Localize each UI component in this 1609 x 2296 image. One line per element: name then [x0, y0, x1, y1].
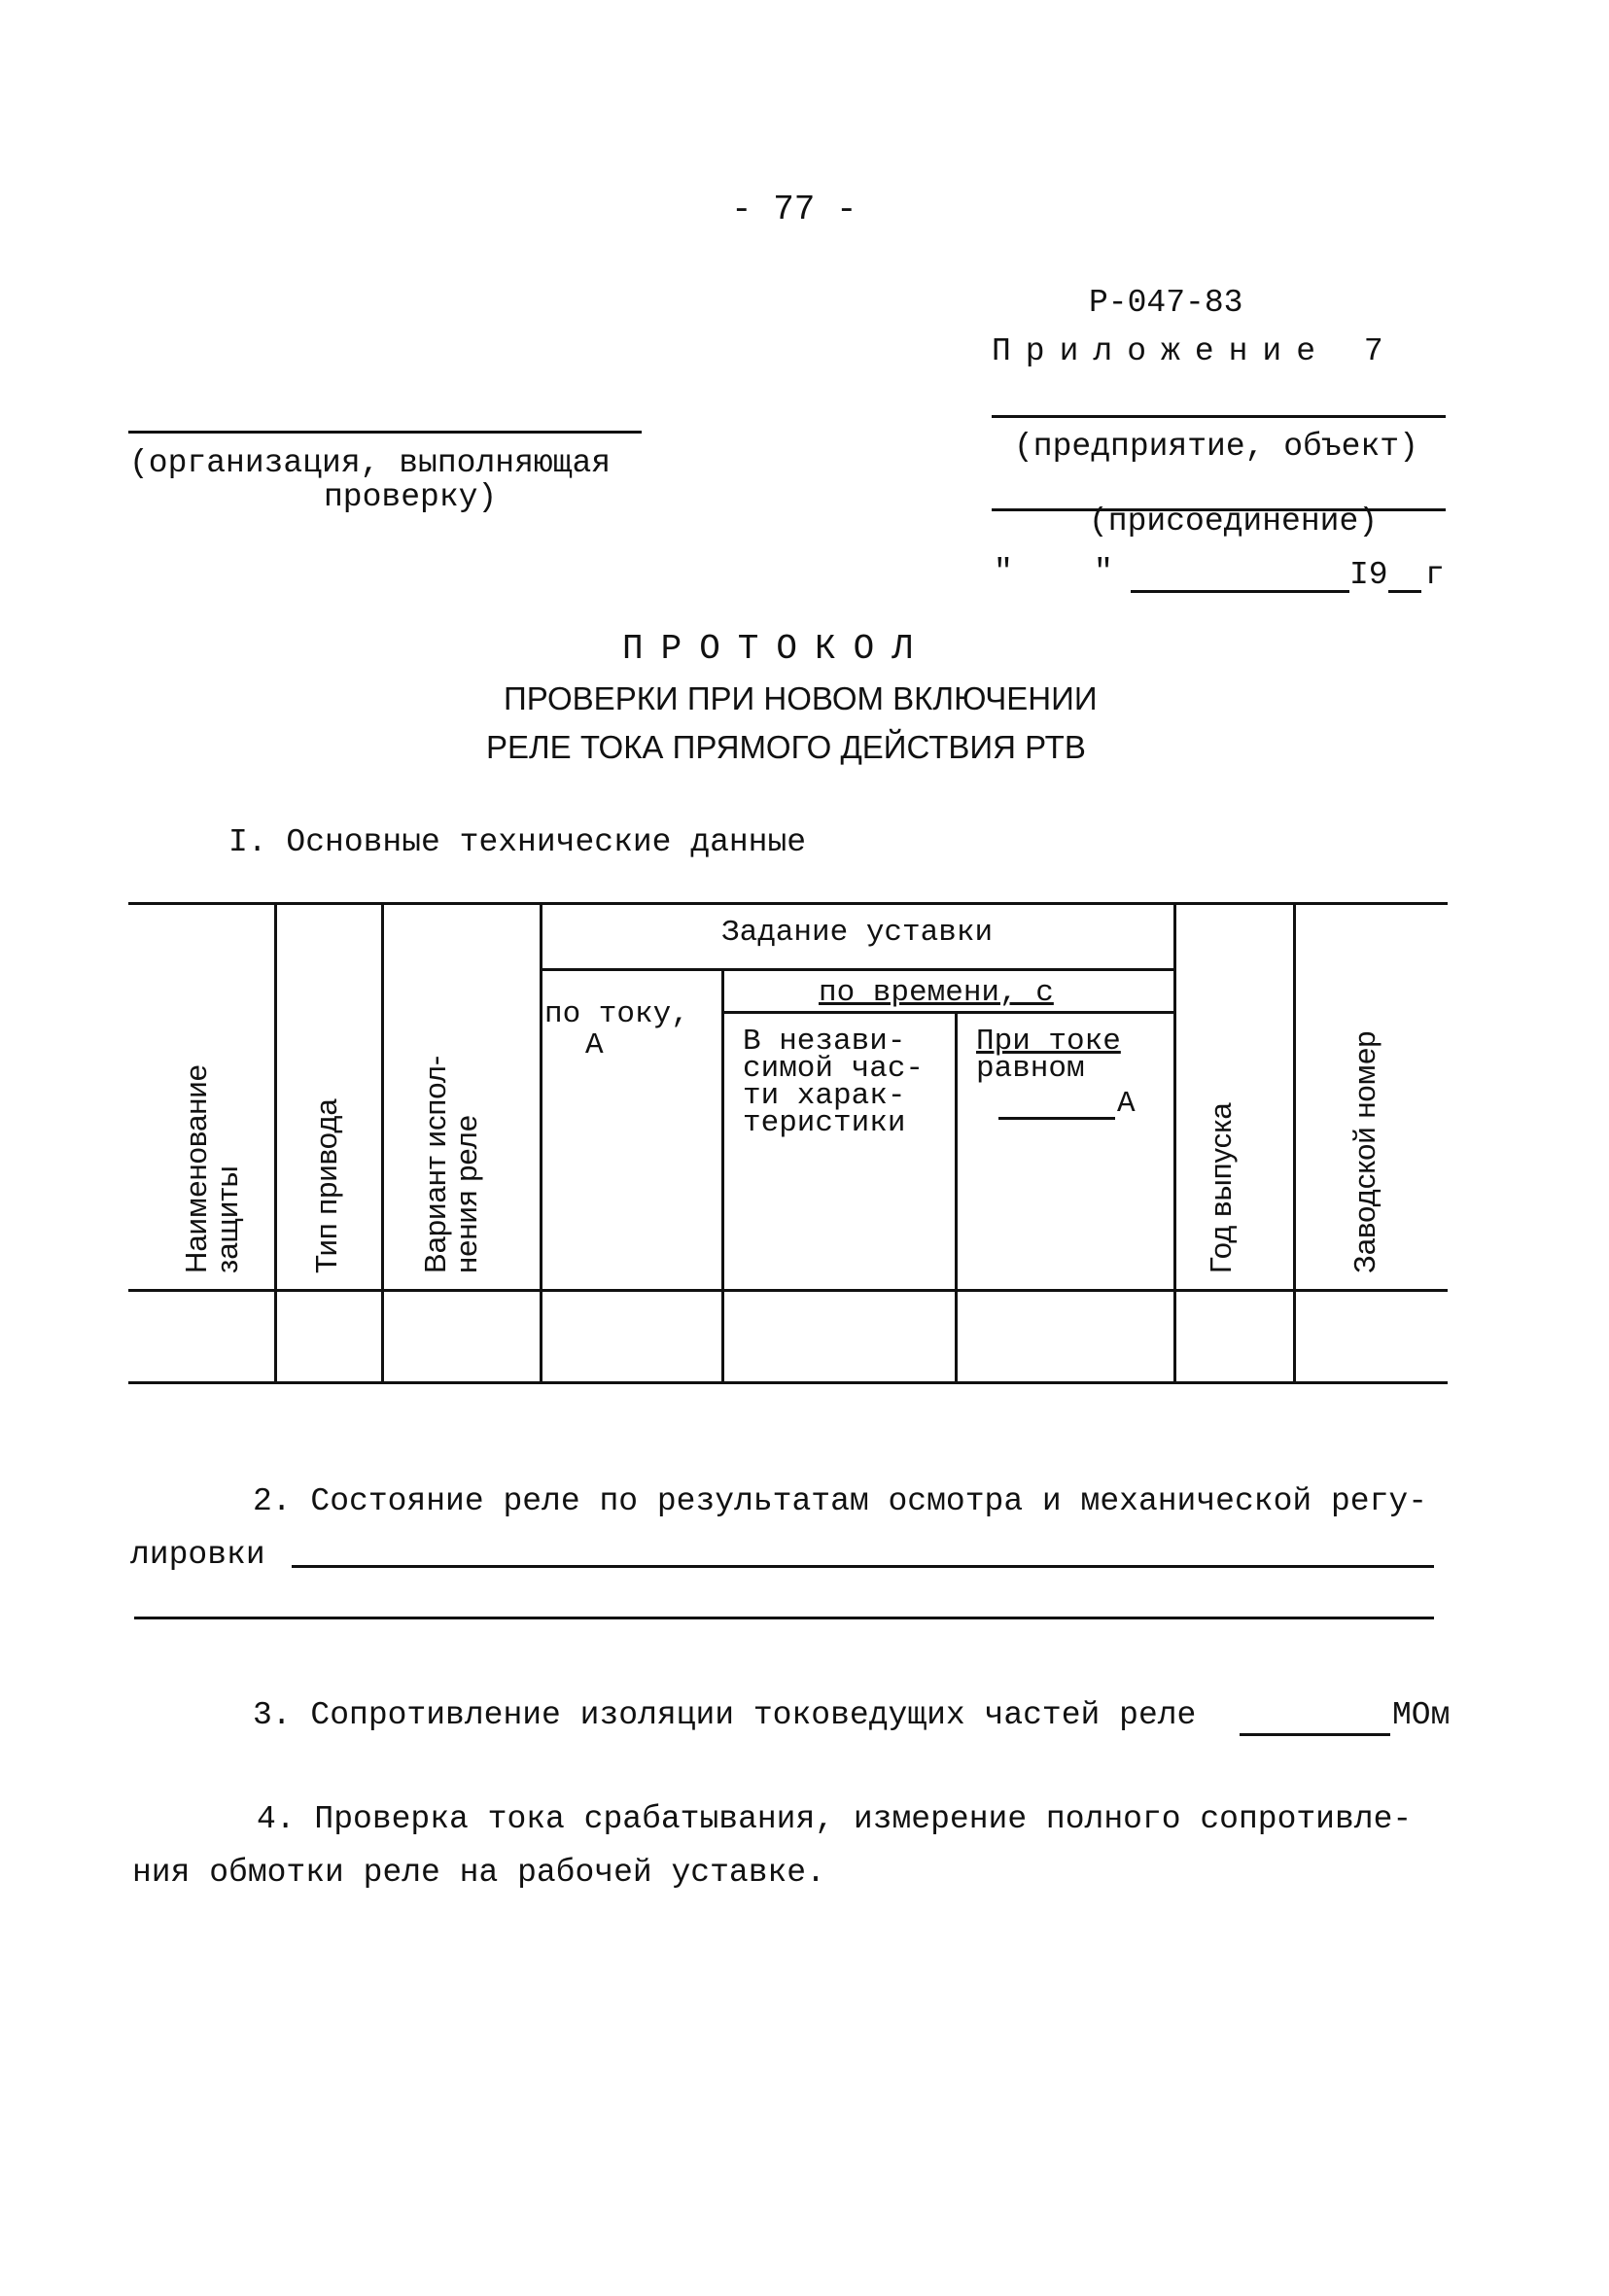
table-col-divider-1: [274, 902, 277, 1384]
date-quote-open: ": [994, 554, 1013, 590]
date-suffix: г: [1425, 557, 1445, 593]
technical-data-table: [128, 902, 1448, 1388]
section-4-line1: 4. Проверка тока срабатывания, измерение полного сопротивле-: [257, 1801, 1413, 1837]
header-time-group: по времени, с: [819, 976, 1054, 1010]
header-serial-number: Заводской номер: [1347, 1030, 1382, 1273]
table-col-divider-2: [381, 902, 384, 1384]
date-month-line: [1131, 590, 1349, 593]
header-independent-line4: теристики: [743, 1106, 906, 1140]
header-current-line2: А: [585, 1028, 604, 1062]
enterprise-caption: (предприятие, объект): [1014, 429, 1418, 465]
appendix-label: Приложение 7: [992, 333, 1398, 369]
protocol-title: ПРОТОКОЛ: [622, 629, 930, 669]
section-3-unit: МОм: [1392, 1697, 1451, 1733]
organization-caption-line1: (организация, выполняющая: [129, 445, 612, 481]
table-col-divider-7: [1293, 902, 1296, 1384]
header-at-current-line1: При токе: [976, 1025, 1121, 1059]
header-setting-group: Задание уставки: [721, 916, 994, 950]
header-independent-line3: ти харак-: [743, 1079, 906, 1113]
table-time-divider: [723, 1011, 1175, 1014]
date-quote-close: ": [1094, 554, 1113, 590]
header-at-current-unit: А: [1117, 1087, 1136, 1121]
header-relay-variant-line2: нения реле: [449, 1115, 483, 1273]
section-2-answer-line2: [134, 1617, 1434, 1619]
section-3-answer-line: [1240, 1733, 1390, 1736]
date-year: I9: [1349, 557, 1388, 593]
table-setting-divider: [542, 968, 1175, 971]
section-2-line1: 2. Состояние реле по результатам осмотра и механической регу-: [253, 1483, 1427, 1519]
section-4-line2: ния обмотки реле на рабочей уставке.: [132, 1855, 825, 1891]
table-col-divider-3: [540, 902, 542, 1384]
header-drive-type: Тип привода: [309, 1098, 343, 1273]
table-col-divider-4: [721, 968, 724, 1384]
table-col-divider-6: [1173, 902, 1176, 1384]
header-protection-name-line2: защиты: [210, 1165, 244, 1273]
section-3-text: 3. Сопротивление изоляции токоведущих частей реле: [253, 1697, 1197, 1733]
protocol-subtitle-2: РЕЛЕ ТОКА ПРЯМОГО ДЕЙСТВИЯ РТВ: [486, 729, 1086, 765]
section-2-answer-line1: [292, 1565, 1434, 1568]
header-independent-line2: симой час-: [743, 1052, 925, 1086]
table-header-bottom: [128, 1289, 1448, 1292]
table-top-border: [128, 902, 1448, 905]
table-bottom-border: [128, 1381, 1448, 1384]
organization-caption-line2: проверку): [324, 479, 498, 515]
document-code: Р-047-83: [1089, 285, 1243, 321]
table-col-divider-5: [955, 1011, 958, 1384]
protocol-subtitle-1: ПРОВЕРКИ ПРИ НОВОМ ВКЛЮЧЕНИИ: [504, 680, 1098, 716]
date-year-line: [1388, 590, 1421, 593]
connection-caption: (присоединение): [1089, 504, 1379, 539]
header-at-current-blank: [998, 1117, 1115, 1120]
page-number: - 77 -: [731, 190, 857, 229]
section-2-line2: лировки: [130, 1537, 265, 1573]
header-independent-line1: В незави-: [743, 1025, 906, 1059]
header-relay-variant-line1: Вариант испол-: [418, 1055, 452, 1273]
section-1-heading: I. Основные технические данные: [228, 824, 807, 860]
enterprise-line: [992, 415, 1446, 418]
header-at-current-line2: равном: [976, 1052, 1085, 1086]
organization-line: [128, 431, 642, 434]
header-protection-name-line1: Наименование: [179, 1064, 213, 1273]
header-year: Год выпуска: [1204, 1102, 1238, 1273]
header-current-line1: по току,: [544, 997, 689, 1031]
